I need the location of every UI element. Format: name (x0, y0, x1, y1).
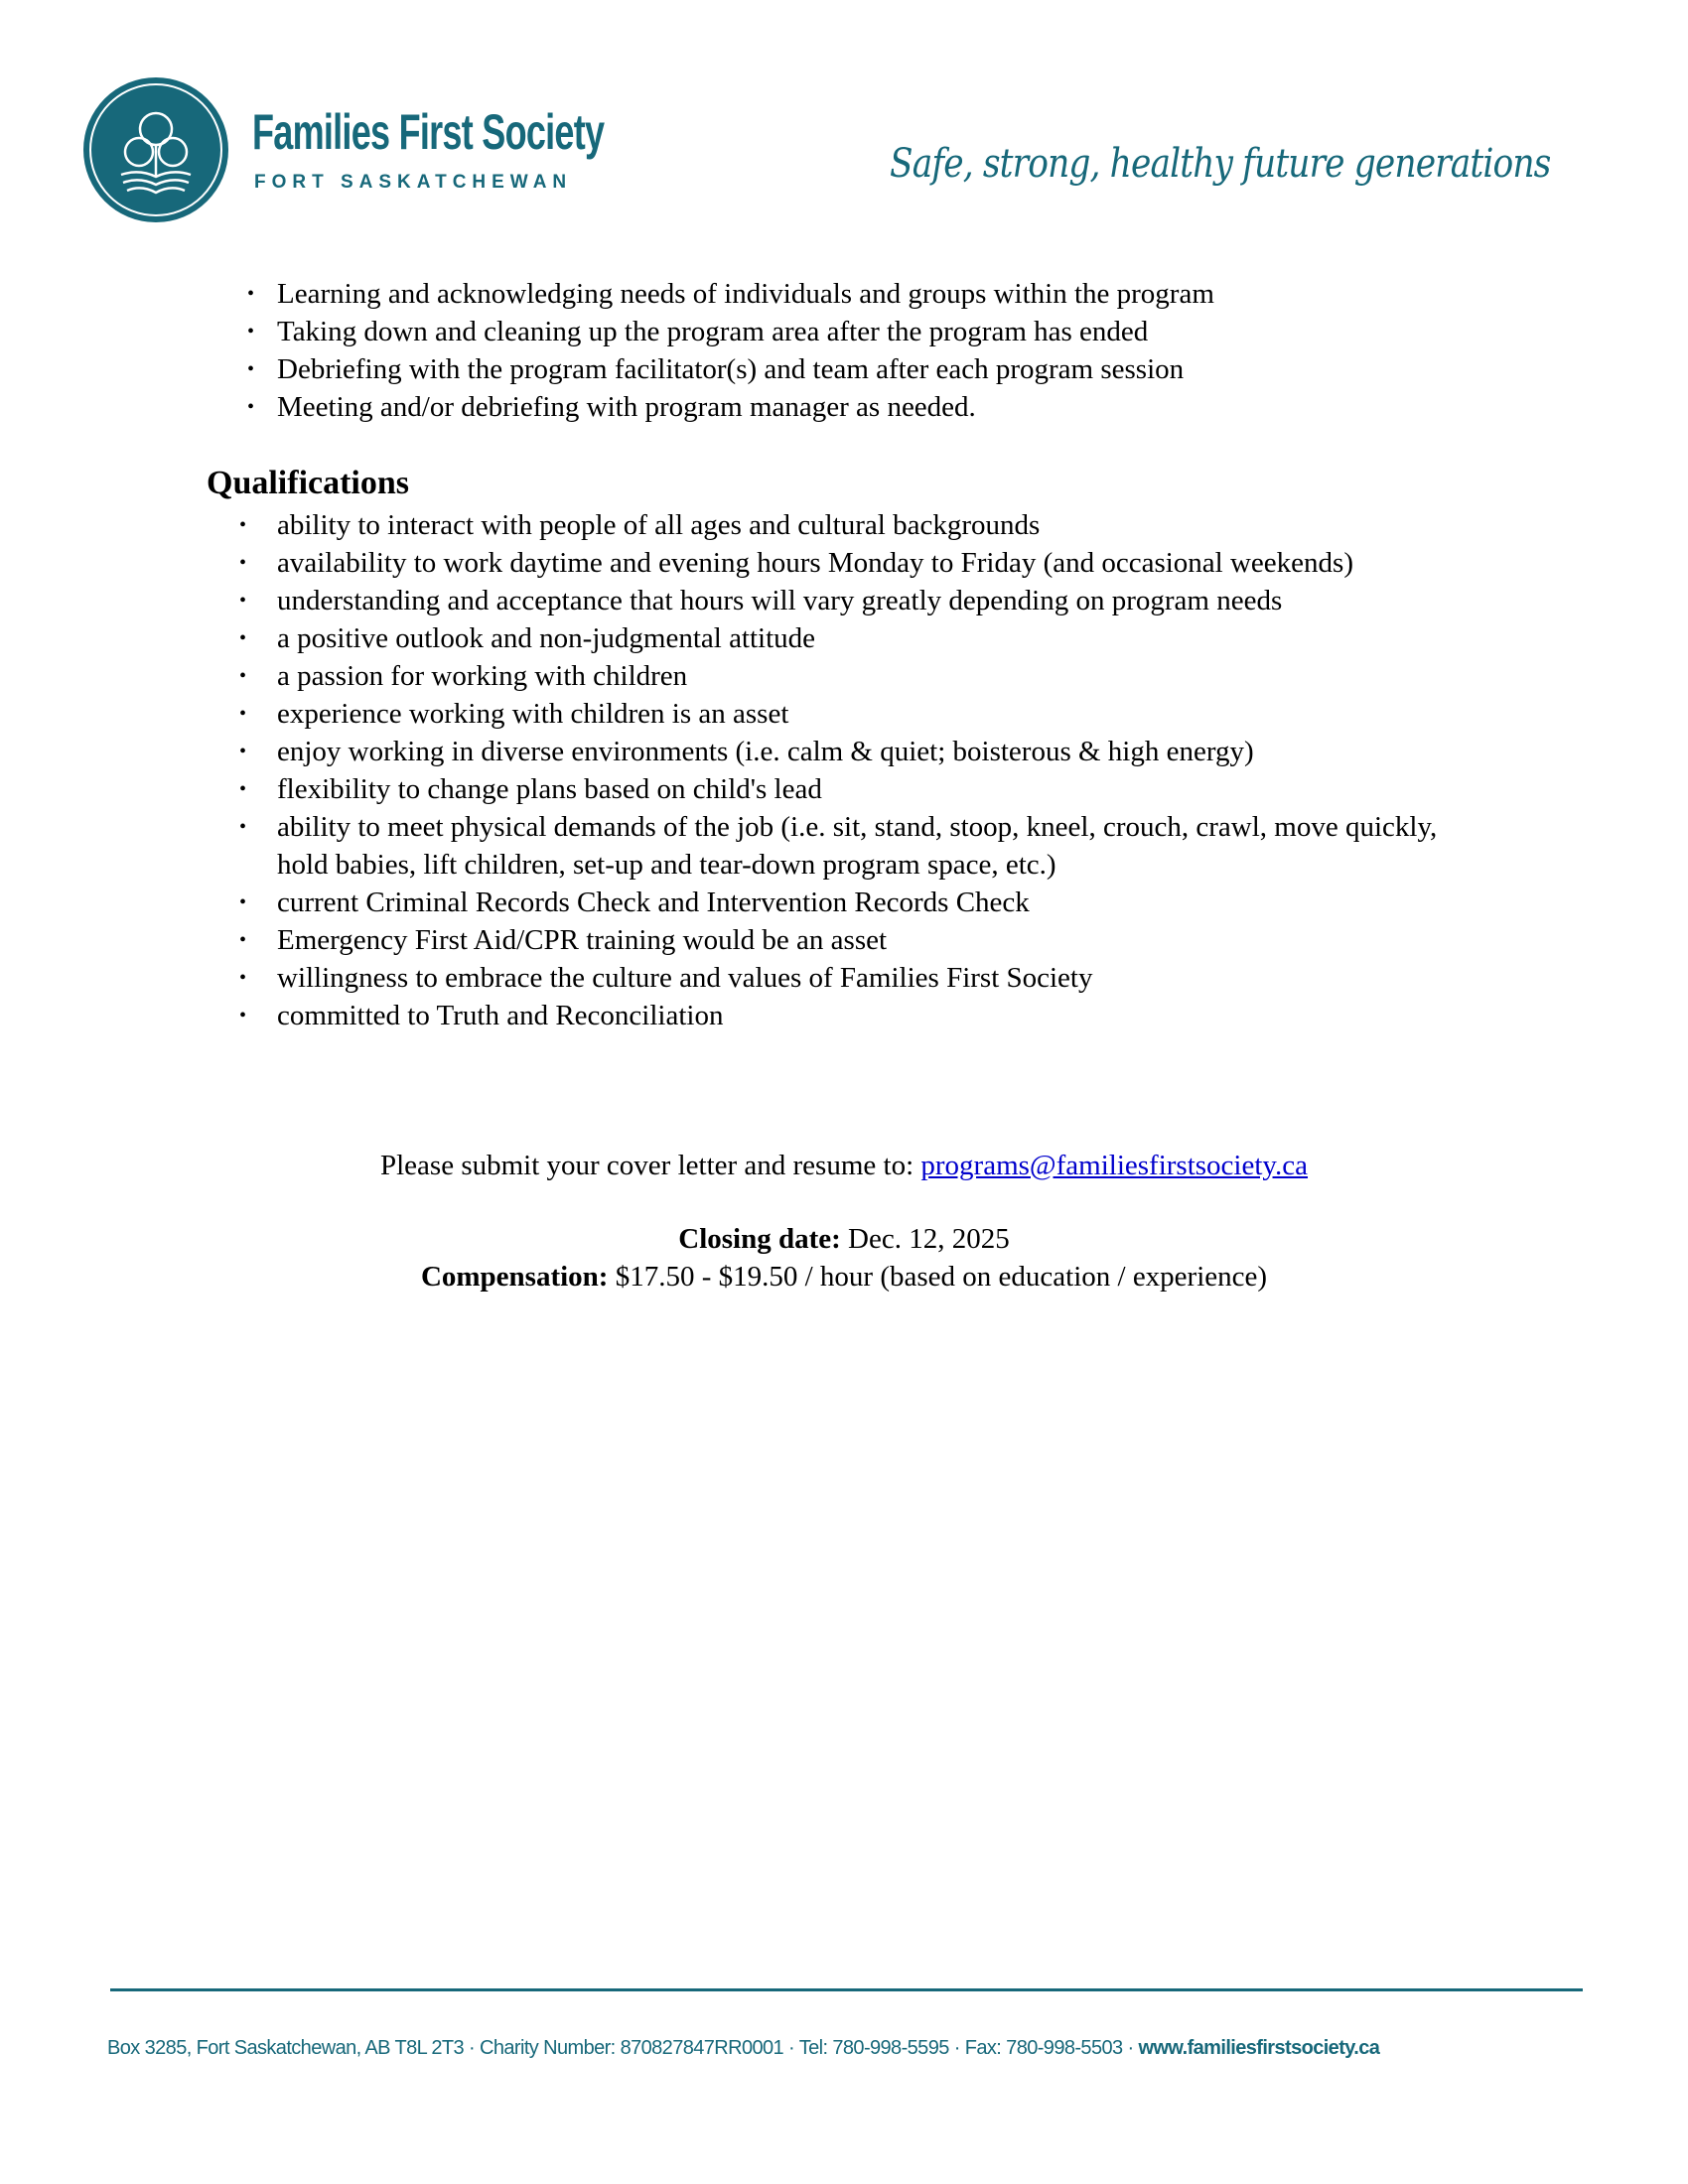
list-item (239, 733, 1493, 770)
list-item (239, 619, 1493, 657)
footer (107, 2037, 1379, 2060)
list-item (239, 808, 1493, 884)
submit-instructions (0, 1150, 1688, 1182)
separator: · (948, 2037, 965, 2059)
bullet-icon: • (239, 967, 247, 989)
bullet-icon: • (247, 283, 255, 305)
separator: · (464, 2037, 481, 2059)
bullet-icon: • (247, 396, 255, 418)
closing-label: Closing date: (678, 1223, 841, 1255)
closing-date (0, 1223, 1688, 1256)
list-item (239, 657, 1493, 695)
list-item (239, 770, 1493, 808)
bullet-icon: • (239, 929, 247, 951)
qualifications-heading: Qualifications (207, 465, 410, 501)
list-item (239, 959, 1493, 997)
list-item-text: willingness to embrace the culture and values of Families First Society (277, 962, 1093, 994)
bullet-icon: • (239, 741, 247, 762)
footer-tel: Tel: 780-998-5595 (798, 2037, 949, 2059)
list-item (239, 582, 1493, 619)
list-item-text: availability to work daytime and evening hours Monday to Friday (and occasional weekends) (277, 547, 1353, 579)
bullet-icon: • (239, 816, 247, 838)
bullet-icon: • (239, 627, 247, 649)
list-item-text: enjoy working in diverse environments (i.e. calm & quiet; boisterous & high energy) (277, 736, 1254, 767)
list-item-text: Learning and acknowledging needs of individuals and groups within the program (277, 278, 1214, 310)
bullet-icon: • (247, 321, 255, 342)
bullet-icon: • (239, 1005, 247, 1026)
footer-fax: Fax: 780-998-5503 (964, 2037, 1123, 2059)
list-item-text: Debriefing with the program facilitator(s) and team after each program session (277, 353, 1185, 385)
list-item-text: Meeting and/or debriefing with program manager as needed. (277, 391, 976, 423)
list-item-text: ability to meet physical demands of the job (i.e. sit, stand, stoop, kneel, crouch, crawl, move quickly, hold babies, lift children, set-up and tear-down program space, etc.) (277, 811, 1438, 881)
separator: · (783, 2037, 799, 2059)
org-name: Families First Society (252, 104, 605, 160)
org-location: FORT SASKATCHEWAN (254, 172, 573, 193)
list-item (239, 695, 1493, 733)
list-item-text: understanding and acceptance that hours will vary greatly depending on program needs (277, 585, 1283, 616)
list-item (247, 388, 1518, 426)
list-item (239, 997, 1493, 1034)
tagline: Safe, strong, healthy future generations (890, 141, 1551, 187)
compensation (0, 1261, 1688, 1294)
compensation-label: Compensation: (420, 1261, 609, 1293)
list-item-text: a positive outlook and non-judgmental attitude (277, 622, 816, 654)
list-item (247, 313, 1518, 350)
bullet-icon: • (239, 891, 247, 913)
bullet-icon: • (247, 358, 255, 380)
list-item-text: committed to Truth and Reconciliation (277, 1000, 724, 1031)
email-link[interactable]: programs@familiesfirstsociety.ca (920, 1150, 1309, 1181)
list-item (247, 350, 1518, 388)
list-item-text: Taking down and cleaning up the program area after the program has ended (277, 316, 1149, 347)
list-item (239, 506, 1493, 544)
duties-list (247, 275, 1518, 426)
bullet-icon: • (239, 514, 247, 536)
qualifications-list (239, 506, 1493, 1034)
list-item-text: current Criminal Records Check and Intervention Records Check (277, 887, 1030, 918)
list-item-text: flexibility to change plans based on child's lead (277, 773, 822, 805)
bullet-icon: • (239, 552, 247, 574)
compensation-value: $17.50 - $19.50 / hour (based on education / experience) (608, 1261, 1268, 1293)
bullet-icon: • (239, 665, 247, 687)
list-item (239, 544, 1493, 582)
list-item-text: a passion for working with children (277, 660, 688, 692)
list-item-text: experience working with children is an asset (277, 698, 789, 730)
bullet-icon: • (239, 590, 247, 612)
bullet-icon: • (239, 778, 247, 800)
footer-charity: Charity Number: 870827847RR0001 (480, 2037, 784, 2059)
footer-address: Box 3285, Fort Saskatchewan, AB T8L 2T3 (107, 2037, 465, 2059)
list-item (239, 884, 1493, 921)
list-item-text: Emergency First Aid/CPR training would be an asset (277, 924, 888, 956)
tree-icon (83, 77, 228, 222)
footer-divider (110, 1988, 1583, 1991)
logo (83, 77, 228, 222)
submit-text: Please submit your cover letter and resume to: (379, 1150, 921, 1181)
closing-value: Dec. 12, 2025 (840, 1223, 1010, 1255)
list-item (247, 275, 1518, 313)
list-item-text: ability to interact with people of all ages and cultural backgrounds (277, 509, 1041, 541)
footer-website[interactable]: www.familiesfirstsociety.ca (1138, 2037, 1380, 2059)
separator: · (1122, 2037, 1139, 2059)
bullet-icon: • (239, 703, 247, 725)
list-item (239, 921, 1493, 959)
